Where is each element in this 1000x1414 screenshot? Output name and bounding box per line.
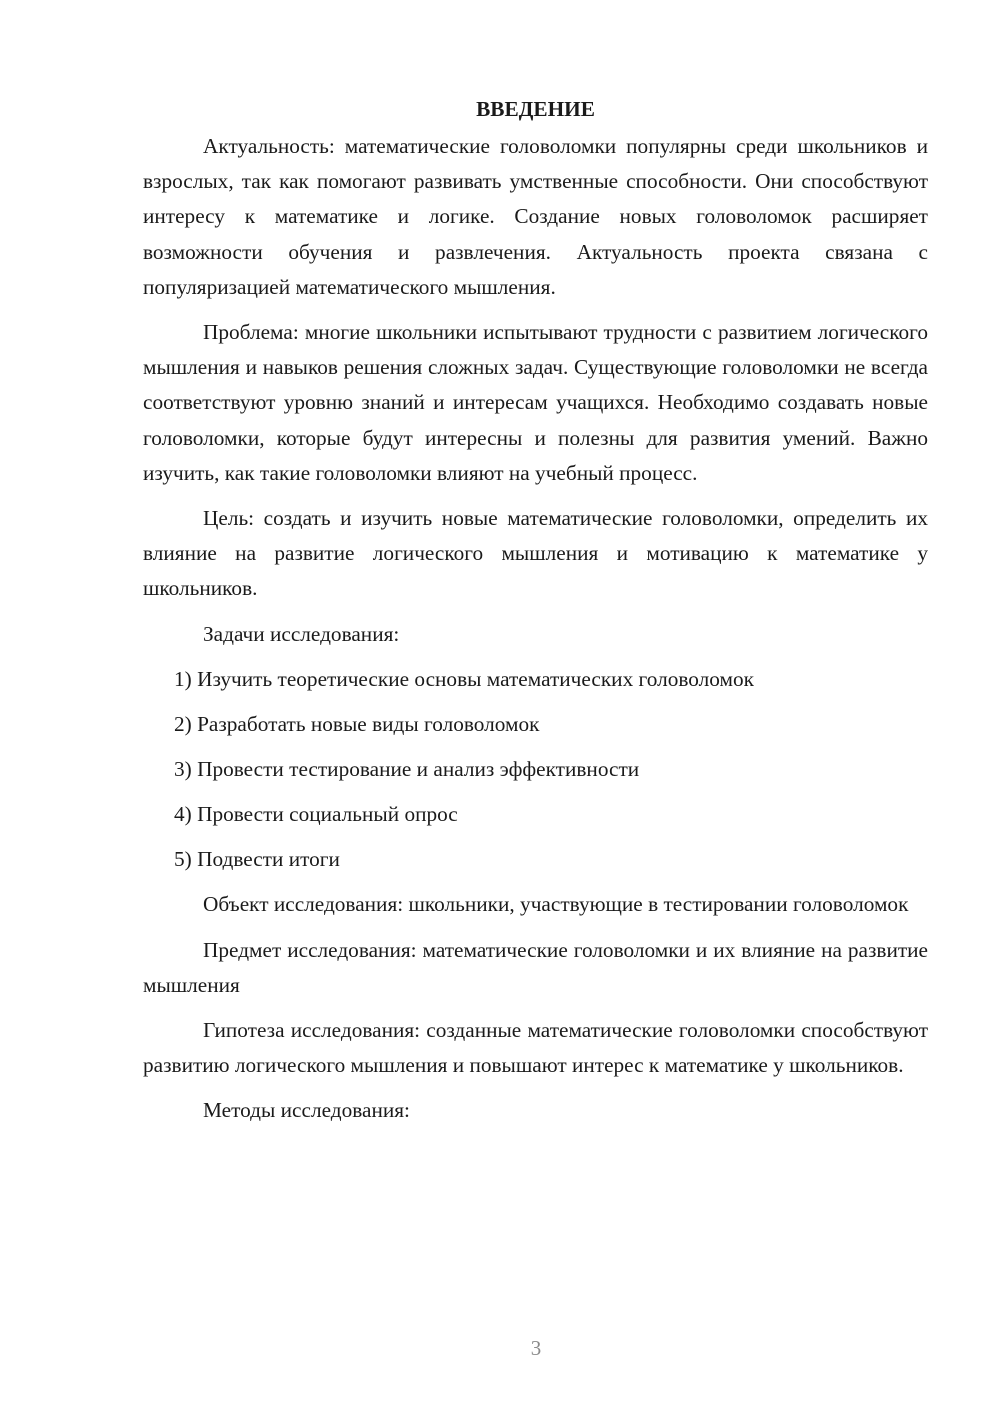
tasks-list bbox=[143, 662, 928, 878]
methods-heading: Методы исследования: bbox=[203, 1098, 410, 1123]
list-item: 3) Провести тестирование и анализ эффективности bbox=[174, 757, 640, 782]
list-item: 5) Подвести итоги bbox=[174, 847, 340, 872]
tasks-heading: Задачи исследования: bbox=[203, 621, 400, 646]
page-content bbox=[143, 92, 928, 1139]
paragraph-object: Объект исследования: школьники, участвующие в тестировании головоломок bbox=[203, 892, 909, 917]
paragraph-hypothesis: Гипотеза исследования: созданные математические головоломки способствуют развитию логического мышления и повышают интерес к математике у школьников. bbox=[143, 1017, 928, 1078]
list-item: 2) Разработать новые виды головоломок bbox=[174, 711, 540, 736]
section-heading: ВВЕДЕНИЕ bbox=[476, 97, 595, 121]
paragraph-goal: Цель: создать и изучить новые математические головоломки, определить их влияние на развитие логического мышления и мотивацию к математике у школьников. bbox=[143, 506, 928, 601]
page-number: 3 bbox=[530, 1336, 542, 1360]
paragraph-subject: Предмет исследования: математические головоломки и их влияние на развитие мышления bbox=[143, 937, 928, 997]
list-item: 1) Изучить теоретические основы математических головоломок bbox=[174, 666, 755, 691]
list-item: 4) Провести социальный опрос bbox=[174, 802, 458, 827]
paragraph-problem: Проблема: многие школьники испытывают трудности с развитием логического мышления и навыков решения сложных задач. Существующие головоломки не всегда соответствуют уровню знаний и интересам учащихся. Необходимо создавать новые головоломки, которые будут интересны и полезны для развития умений. Важно изучить, как такие головоломки влияют на учебный процесс. bbox=[143, 320, 928, 485]
paragraph-relevance: Актуальность: математические головоломки популярны среди школьников и взрослых, так как помогают развивать умственные способности. Они способствуют интересу к математике и логике. Создание новых головоломок расширяет возможности обучения и развлечения. Актуальность проекта связана с популяризацией математического мышления. bbox=[143, 134, 928, 299]
